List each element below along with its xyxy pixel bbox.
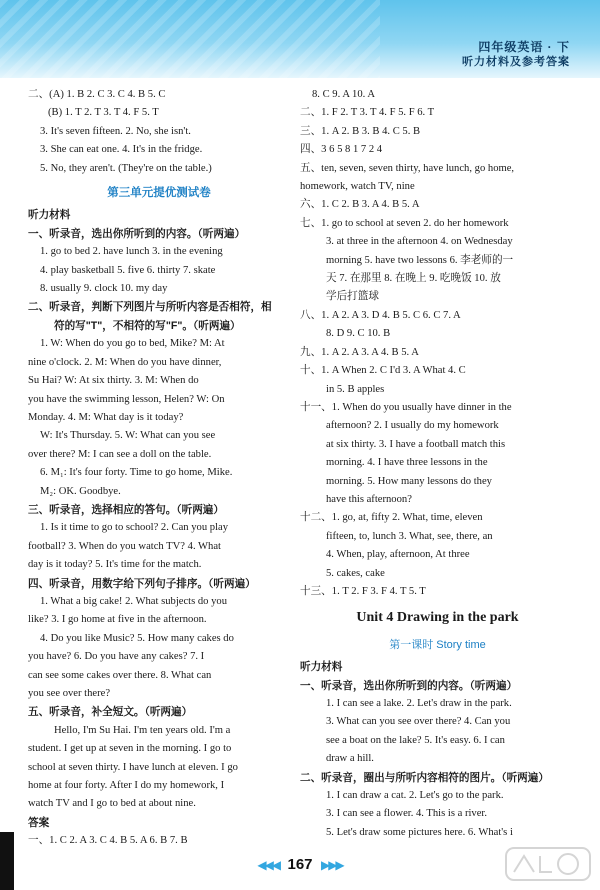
left-column-line: 五、听录音，补全短文。（听两遍） [28, 706, 193, 719]
left-column-line: school at seven thirty. I have lunch at eleven. I go [28, 761, 238, 773]
right-column-line: morning. 4. I have three lessons in the [326, 457, 488, 469]
right-column-line: 3. at three in the afternoon 4. on Wednesday [326, 236, 513, 248]
right-column-line: 十、1. A When 2. C I'd 3. A What 4. C [300, 365, 466, 377]
left-column-line: 答案 [28, 816, 50, 829]
left-column-line: 符的写"T"，不相符的写"F"。（听两遍） [54, 319, 241, 332]
right-column-line: morning 5. have two lessons 6. 李老师的一 [326, 254, 514, 266]
right-arrows-icon: ▶▶▶ [320, 858, 343, 872]
right-column-line: 1. I can draw a cat. 2. Let's go to the park. [326, 790, 504, 802]
header-decoration [0, 0, 380, 78]
right-column-line: have this afternoon? [326, 493, 412, 505]
left-column-line: 二、听录音，判断下列图片与所听内容是否相符，相 [28, 301, 272, 314]
right-column-line: homework, watch TV, nine [300, 181, 415, 193]
right-column-line: 二、听录音，圈出与所听内容相符的图片。（听两遍） [300, 771, 549, 784]
page-header [0, 0, 600, 78]
right-column-line: 第一课时 Story time [389, 638, 486, 651]
left-column-line: 二、(A) 1. B 2. C 3. C 4. B 5. C [28, 89, 166, 100]
right-column-line: Unit 4 Drawing in the park [356, 610, 519, 626]
left-column-line: student. I get up at seven in the morning. I go to [28, 743, 232, 755]
left-column-line: 一、听录音，选出你所听到的内容。（听两遍） [28, 227, 246, 240]
right-column-line: 八、1. A 2. A 3. D 4. B 5. C 6. C 7. A [300, 309, 461, 321]
right-column-line: 九、1. A 2. A 3. A 4. B 5. A [300, 346, 419, 358]
left-column-line: like? 3. I go home at five in the afternoon. [28, 614, 207, 626]
right-column-line: in 5. B apples [326, 383, 385, 395]
left-column-line: you have the swimming lesson, Helen? W: On [28, 393, 225, 405]
left-column-line: over there? M: I can see a doll on the table. [28, 448, 212, 460]
right-column-line: at six thirty. 3. I have a football match this [326, 438, 506, 450]
left-column-line: Monday. 4. M: What day is it today? [28, 411, 184, 423]
right-column-line: 5. Let's draw some pictures here. 6. What's i [326, 826, 513, 838]
left-column-line: 四、听录音，用数字给下列句子排序。（听两遍） [28, 577, 256, 590]
left-column-line: Su Hai? W: At six thirty. 3. M: When do [28, 375, 199, 387]
left-column-line: 1. What a big cake! 2. What subjects do you [40, 595, 228, 607]
left-arrows-icon: ◀◀◀ [257, 858, 280, 872]
left-column-line: 8. usually 9. clock 10. my day [40, 283, 168, 295]
left-column-line: Hello, I'm Su Hai. I'm ten years old. I'm a [54, 724, 231, 736]
left-column-line: 第三单元提优测试卷 [107, 187, 211, 200]
left-column-line: can see some cakes over there. 8. What can [28, 669, 212, 681]
page-number: 167 [287, 856, 313, 873]
header-subtitle: 听力材料及参考答案 [462, 56, 570, 68]
right-column-line: 听力材料 [300, 661, 343, 674]
right-column-line: 七、1. go to school at seven 2. do her homework [300, 217, 509, 229]
left-column-line: football? 3. When do you watch TV? 4. What [28, 540, 221, 552]
right-column-line: 3. What can you see over there? 4. Can you [326, 716, 511, 728]
left-column-line: W: It's Thursday. 5. W: What can you see [40, 430, 216, 442]
right-column-line: 一、听录音，选出你所听到的内容。（听两遍） [300, 679, 518, 692]
right-column-line: 5. cakes, cake [326, 567, 385, 579]
left-column-line: watch TV and I go to bed at about nine. [28, 798, 196, 810]
watermark-logo-icon [504, 844, 592, 884]
left-column-line: 1. W: When do you go to bed, Mike? M: At [40, 338, 225, 350]
right-column-line: 四、3 6 5 8 1 7 2 4 [300, 144, 383, 156]
right-column-line: draw a hill. [326, 753, 374, 765]
right-column-line: 三、1. A 2. B 3. B 4. C 5. B [300, 125, 421, 137]
left-column-line: 5. No, they aren't. (They're on the table.) [40, 162, 212, 174]
right-column-line: 十三、1. T 2. F 3. F 4. T 5. T [300, 585, 426, 597]
left-column-line: M₂: OK. Goodbye. [40, 485, 121, 497]
right-column-line: 8. D 9. C 10. B [326, 328, 391, 340]
left-column-line: day is it today? 5. It's time for the match. [28, 559, 202, 571]
right-column-line: 3. I can see a flower. 4. This is a river. [326, 808, 488, 820]
left-column-line: you have? 6. Do you have any cakes? 7. I [28, 651, 205, 663]
left-column-line: nine o'clock. 2. M: When do you have dinner, [28, 356, 222, 368]
left-column-line: 1. go to bed 2. have lunch 3. in the evening [40, 246, 223, 258]
left-column-line: (B) 1. T 2. T 3. T 4. F 5. T [48, 107, 159, 119]
right-column-line: morning. 5. How many lessons do they [326, 475, 492, 487]
left-column-line: 三、听录音，选择相应的答句。（听两遍） [28, 503, 224, 516]
right-column-line: 4. When, play, afternoon, At three [326, 549, 470, 561]
header-title: 四年级英语 · 下 [478, 40, 570, 54]
left-column-line: you see over there? [28, 688, 111, 699]
left-column-line: 3. It's seven fifteen. 2. No, she isn't. [40, 125, 191, 137]
right-column-line: 学后打篮球 [326, 291, 379, 303]
right-column-line: afternoon? 2. I usually do my homework [326, 420, 499, 432]
right-column-line: 六、1. C 2. B 3. A 4. B 5. A [300, 199, 420, 211]
left-column-line: 一、1. C 2. A 3. C 4. B 5. A 6. B 7. B [28, 835, 188, 847]
left-column-line: 4. play basketball 5. five 6. thirty 7. skate [40, 264, 216, 276]
left-column-line: 6. M₁: It's four forty. Time to go home, Mike. [40, 467, 233, 479]
left-column-line: 听力材料 [28, 209, 71, 222]
left-column-line: 4. Do you like Music? 5. How many cakes do [40, 632, 234, 644]
right-column-line: 二、1. F 2. T 3. T 4. F 5. F 6. T [300, 107, 435, 119]
right-column [300, 86, 575, 842]
left-column-line: home at four forty. After I do my homework, I [28, 780, 225, 792]
right-column-line: 8. C 9. A 10. A [312, 89, 375, 100]
right-column-line: 1. I can see a lake. 2. Let's draw in the park. [326, 698, 512, 709]
right-column-line: 十一、1. When do you usually have dinner in the [300, 401, 512, 413]
right-column-line: 十二、1. go, at, fifty 2. What, time, eleven [300, 512, 483, 524]
right-column-line: 天 7. 在那里 8. 在晚上 9. 吃晚饭 10. 放 [326, 273, 501, 285]
left-column [28, 86, 290, 851]
left-column-line: 1. Is it time to go to school? 2. Can you play [40, 522, 229, 534]
right-column-line: fifteen, to, lunch 3. What, see, there, an [326, 530, 493, 542]
right-column-line: 五、ten, seven, seven thirty, have lunch, go home, [300, 162, 515, 174]
right-column-line: see a boat on the lake? 5. It's easy. 6. I can [326, 734, 505, 746]
left-column-line: 3. She can eat one. 4. It's in the fridge. [40, 144, 203, 156]
